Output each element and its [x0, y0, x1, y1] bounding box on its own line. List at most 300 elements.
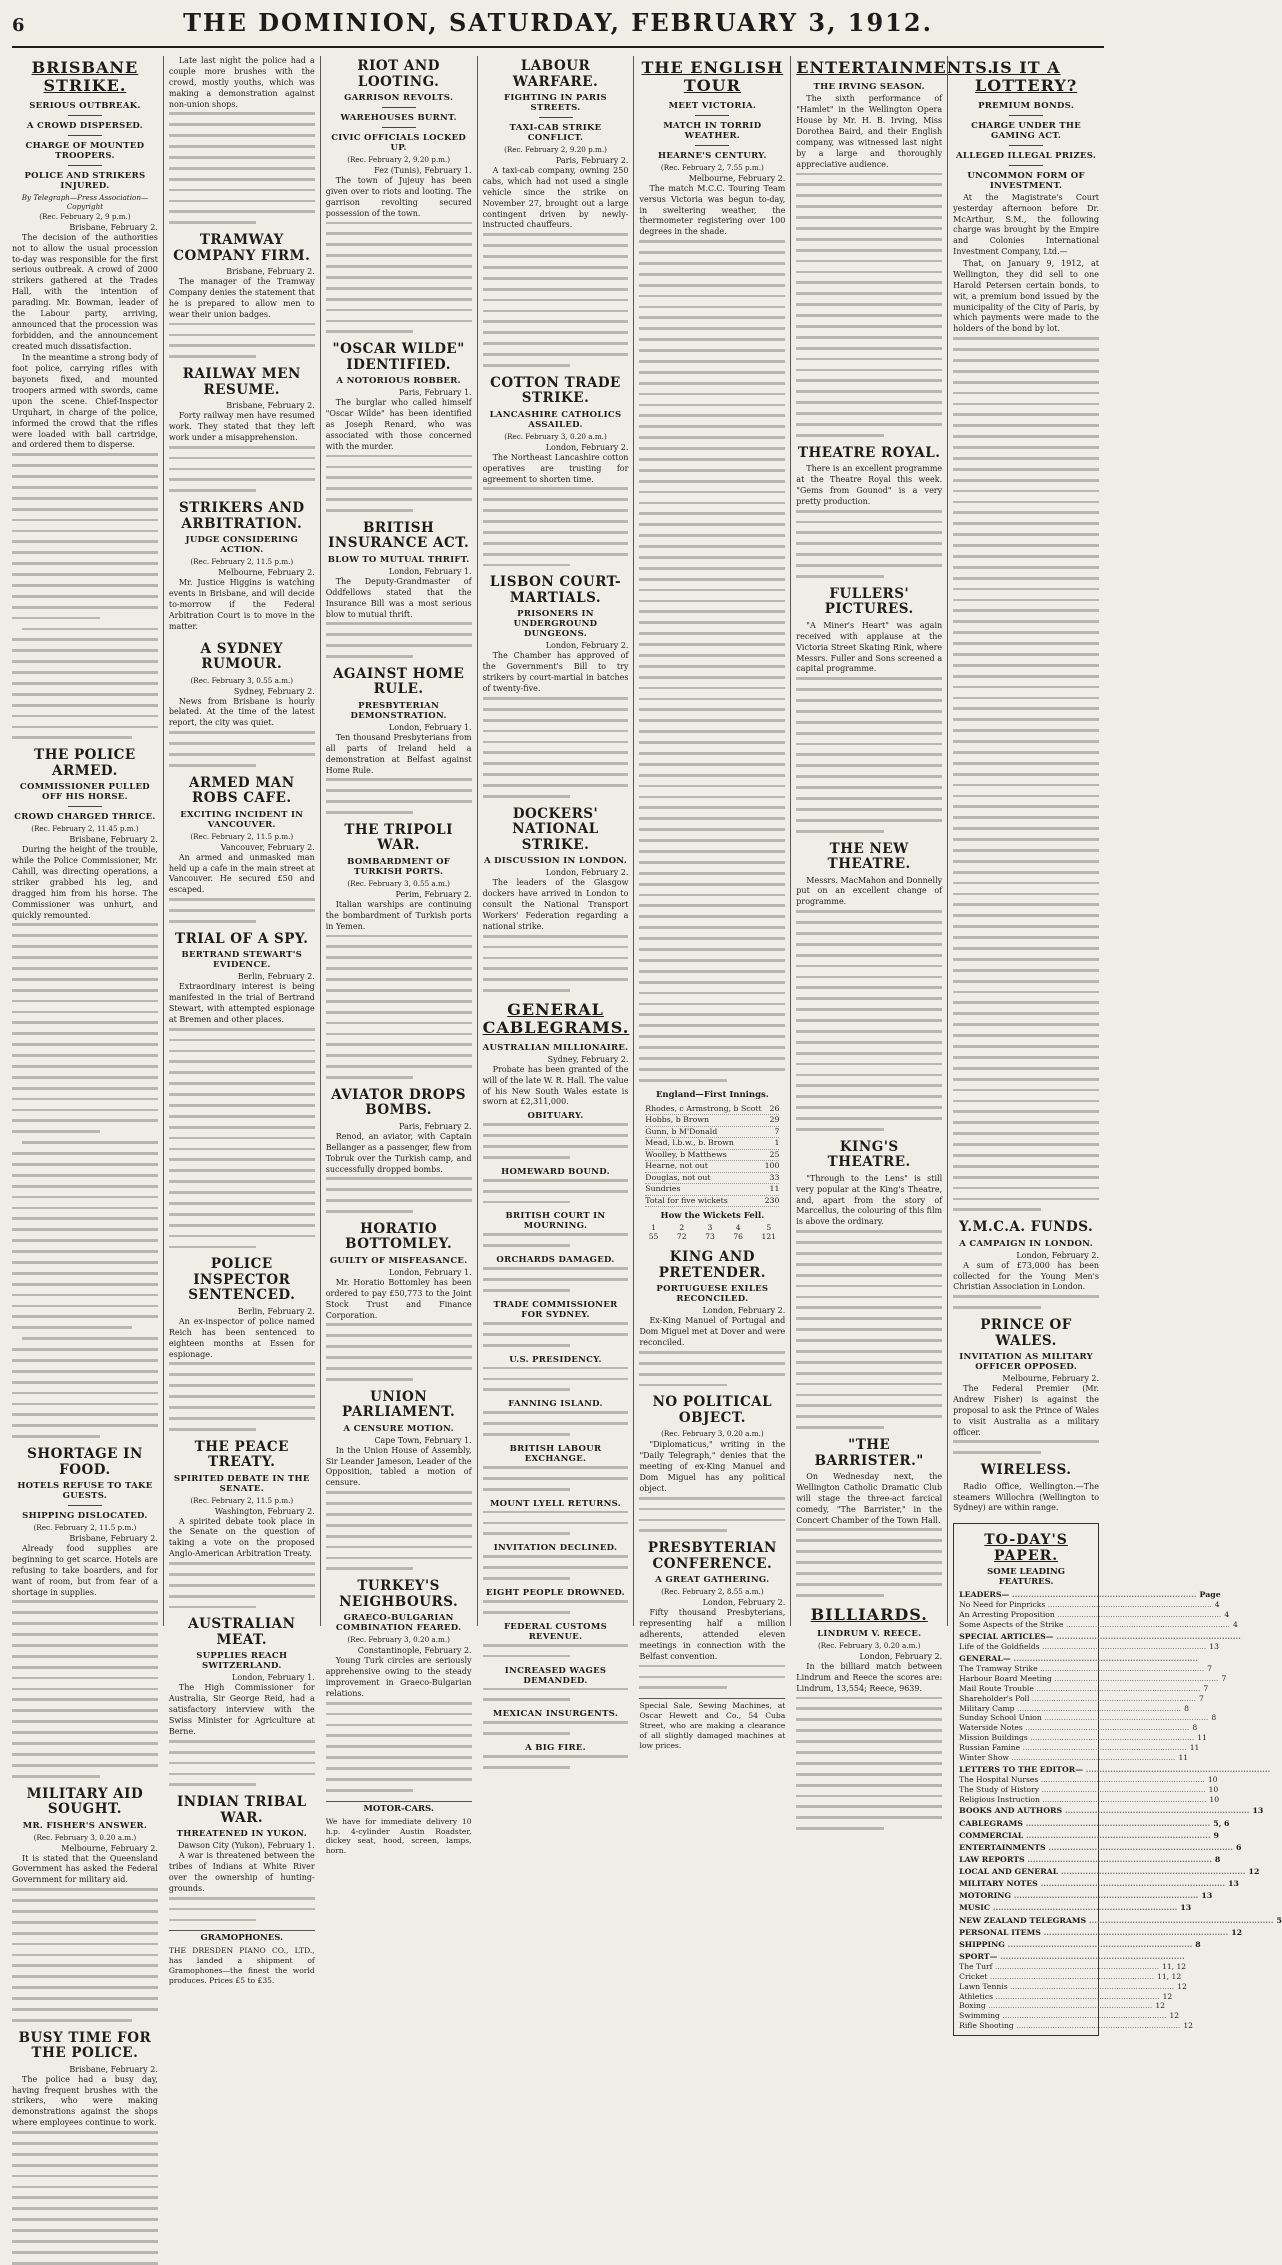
- index-page: 11, 12: [1157, 1971, 1182, 1981]
- subheadline: LANCASHIRE CATHOLICS ASSAILED.: [489, 409, 622, 430]
- masthead: [12, 8, 1104, 48]
- column-7: [947, 56, 1282, 2031]
- body-text-continued: [326, 455, 472, 512]
- headline: "OSCAR WILDE" IDENTIFIED.: [332, 341, 465, 373]
- article-general-cablegrams: [483, 1001, 629, 1769]
- body-text: The Chamber has approved of the Government's Bill to try strikers by court-martial in batches of twenty-five.: [482, 651, 629, 694]
- subheadline: COMMISSIONER PULLED OFF HIS HORSE.: [19, 782, 150, 803]
- divider: [1009, 115, 1043, 116]
- subheadline: INCREASED WAGES DEMANDED.: [504, 1665, 607, 1686]
- subheadline: AUSTRALIAN MILLIONAIRE.: [482, 1042, 629, 1053]
- index-row: [959, 1683, 1209, 1694]
- body-text-continued: [639, 240, 785, 1081]
- dateline: Sydney, February 2.: [233, 686, 315, 696]
- article-entertainments: [796, 58, 994, 437]
- divider: [68, 115, 102, 116]
- index-label: Lawn Tennis .....: [959, 1982, 1174, 1992]
- subheadline: THE IRVING SEASON.: [813, 82, 925, 93]
- body-text: News from Brisbane is hourly belated. At the time of the latest report, the city was quiet.: [168, 696, 315, 728]
- column-1: [12, 56, 163, 2128]
- headline: AUSTRALIAN MEAT.: [188, 1616, 296, 1648]
- table-row: Gunn, b M'Donald 7: [645, 1127, 779, 1139]
- article-turkey: [326, 1579, 472, 1791]
- headline: HORATIO BOTTOMLEY.: [345, 1220, 453, 1253]
- index-row: [959, 1879, 1239, 1889]
- index-page: 8: [1184, 1703, 1189, 1713]
- index-row: [959, 1600, 1220, 1610]
- index-label: SPECIAL ARTICLES— .....: [959, 1632, 1241, 1642]
- index-row: [959, 1774, 1218, 1785]
- index-page: 11, 12: [1161, 1962, 1187, 1971]
- headline: SHORTAGE IN FOOD.: [27, 1446, 143, 1478]
- index-row: [959, 1952, 1093, 1962]
- body-text: Late last night the police had a couple more brushes with the crowd, mostly youths, which was making a demonstration against non-union shops.: [168, 56, 315, 109]
- article-aviator: [326, 1088, 472, 1213]
- subheadline: FANNING ISLAND.: [508, 1399, 603, 1410]
- index-label: Shareholder's Poll .....: [959, 1694, 1196, 1704]
- subheadline: BERTRAND STEWART'S EVIDENCE.: [181, 950, 303, 971]
- index-page: 12: [1231, 1927, 1243, 1937]
- dateline: Berlin, February 2.: [237, 1306, 315, 1316]
- article-armed-man: [169, 776, 315, 923]
- index-row: [959, 1830, 1219, 1841]
- body-text: Ex-King Manuel of Portugal and Dom Miguel met at Dover and were reconciled.: [639, 1316, 786, 1348]
- index-page: 10: [1209, 1794, 1220, 1804]
- body-text-continued: [326, 935, 472, 1079]
- body-text: In the billiard match between Lindrum and Reece the scores are: Lindrum, 13,554; Reece, 9639.: [796, 1661, 943, 1693]
- body-text: An ex-inspector of police named Reich has been sentenced to eighteen months at Essen for espionage.: [168, 1316, 315, 1359]
- article-billiards: [796, 1606, 942, 1831]
- index-page: 12: [1162, 1991, 1173, 2001]
- index-row: [959, 1903, 1192, 1913]
- body-text: The police had a busy day, having frequent brushes with the strikers, who were making demonstrations against the shops where employees continue to work.: [12, 2074, 158, 2128]
- received-line: (Rec. February 2, 11.45 p.m.): [31, 824, 139, 834]
- received-line: (Rec. February 3, 0.20 a.m.): [817, 1640, 921, 1650]
- headline: MILITARY AID SOUGHT.: [26, 1785, 144, 1818]
- headline: DOCKERS' NATIONAL STRIKE.: [512, 805, 599, 853]
- dateline: Vancouver, February 2.: [220, 842, 315, 852]
- index-page: [1185, 1952, 1188, 1962]
- advertisement-motor-cars: [326, 1801, 472, 1856]
- article-prince-of-wales: [953, 1318, 1099, 1454]
- dateline: Brisbane, February 2.: [226, 401, 315, 411]
- headline: A SYDNEY RUMOUR.: [200, 640, 284, 673]
- article-insurance-act: [326, 521, 472, 658]
- divider: [68, 165, 102, 166]
- body-text-continued: [169, 112, 315, 224]
- headline: KING AND PRETENDER.: [658, 1249, 766, 1281]
- headline: PRESBYTERIAN CONFERENCE.: [647, 1540, 777, 1572]
- dateline: Paris, February 2.: [555, 156, 629, 166]
- index-label: The Study of History .....: [959, 1785, 1205, 1795]
- body-text-continued: [12, 923, 158, 1438]
- headline: RIOT AND LOOTING.: [357, 58, 440, 90]
- index-page: 8: [1214, 1854, 1221, 1864]
- subheadline: FIGHTING IN PARIS STREETS.: [504, 93, 607, 114]
- index-label: GENERAL— .....: [959, 1654, 1198, 1664]
- headline: THE PEACE TREATY.: [194, 1438, 289, 1471]
- table-row: Total for five wickets 230: [645, 1196, 779, 1208]
- subheadline: MOUNT LYELL RETURNS.: [489, 1498, 622, 1509]
- body-text-continued: [326, 778, 472, 813]
- advertisement-sewing-machines: [639, 1698, 785, 1750]
- article-shortage-in-food: [12, 1447, 158, 1777]
- divider: [382, 127, 416, 128]
- index-row: [959, 1962, 1187, 1972]
- dateline: London, February 2.: [859, 1651, 943, 1661]
- body-text-continued: [953, 1295, 1099, 1309]
- body-text: The town of Jujeuy has been given over to riots and looting. The garrison revolting secured possession of the town.: [325, 176, 472, 218]
- subheadline: POLICE AND STRIKERS INJURED.: [24, 170, 146, 191]
- body-text: In the Union House of Assembly, Sir Leander Jameson, Leader of the Opposition, tabled a motion of censure.: [325, 1445, 472, 1488]
- index-label: The Hospital Nurses .....: [959, 1775, 1205, 1785]
- index-label: MUSIC .....: [959, 1903, 1177, 1913]
- index-page: [1198, 1654, 1201, 1664]
- index-page: 10: [1207, 1774, 1218, 1784]
- index-page: 13: [1228, 1879, 1239, 1889]
- body-text-continued: [169, 1740, 315, 1786]
- body-text-continued: [796, 510, 942, 578]
- index-page: 7: [1203, 1683, 1209, 1693]
- divider: [68, 806, 102, 807]
- body-text-continued: [483, 935, 629, 992]
- subheadline: SPIRITED DEBATE IN THE SENATE.: [173, 1473, 310, 1494]
- dateline: Sydney, February 2.: [547, 1054, 629, 1064]
- subheadline: A CROWD DISPERSED.: [26, 120, 143, 131]
- body-text-continued: [12, 2131, 158, 2264]
- article-police-inspector: [169, 1257, 315, 1430]
- dateline: Brisbane, February 2.: [69, 1534, 158, 1544]
- article-wireless: [953, 1463, 1099, 1514]
- subheadline: A NOTORIOUS ROBBER.: [336, 376, 461, 387]
- body-text-continued: [483, 697, 629, 798]
- index-page: 11: [1178, 1752, 1189, 1762]
- received-line: (Rec. February 2, 9.20 p.m.): [347, 155, 451, 165]
- divider: [539, 117, 573, 118]
- ad-text: Special Sale, Sewing Machines, at Oscar Hewett and Co., 54 Cuba Street, who are making a clearance of all slightly damaged machines at low prices.: [639, 1701, 786, 1750]
- index-label: LEADERS— .....: [959, 1590, 1196, 1600]
- subheadline: PRISONERS IN UNDERGROUND DUNGEONS.: [513, 609, 598, 640]
- headline: THE POLICE ARMED.: [34, 747, 136, 779]
- headline: IS IT A LOTTERY?: [974, 58, 1078, 96]
- subheadline: A CENSURE MOTION.: [343, 1423, 454, 1434]
- received-line: (Rec. February 3, 0.20 a.m.): [661, 1429, 764, 1439]
- index-label: Russian Famine .....: [959, 1743, 1187, 1753]
- dateline: Melbourne, February 2.: [1002, 1374, 1100, 1384]
- index-page: 8: [1192, 1723, 1198, 1733]
- body-text-continued: [12, 1600, 158, 1777]
- index-page: 13: [1180, 1903, 1192, 1913]
- body-text: Italian warships are continuing the bombardment of Turkish ports in Yemen.: [325, 899, 472, 931]
- index-page: [1270, 1765, 1273, 1775]
- body-text-continued: [796, 1528, 942, 1596]
- index-row: [959, 1664, 1212, 1674]
- body-text: The sixth performance of "Hamlet" in the Wellington Opera House by Mr. H. B. Irving, Miss Dorothea Baird, and their English company, was witnessed last night by a large and thoroughly appreciative audience.: [796, 94, 943, 169]
- subheadline: CROWD CHARGED THRICE.: [14, 812, 156, 823]
- article-no-political-object: [639, 1395, 785, 1532]
- ad-text: We have for immediate delivery 10 h.p. 4-cylinder Austin Roadster, dickey seat, hood, screen, lamps, horn.: [325, 1816, 472, 1856]
- index-label: Life of the Goldfields .....: [959, 1642, 1206, 1652]
- subheadline: GARRISON REVOLTS.: [344, 93, 454, 104]
- subheadline: TAXI-CAB STRIKE CONFLICT.: [509, 123, 602, 144]
- subheadline: INVITATION DECLINED.: [493, 1543, 618, 1554]
- index-page: 13: [1201, 1891, 1213, 1901]
- index-label: Winter Show .....: [959, 1753, 1175, 1763]
- subheadline: JUDGE CONSIDERING ACTION.: [185, 535, 299, 556]
- divider: [68, 135, 102, 136]
- scorecard-table: [645, 1104, 779, 1208]
- headline: Y.M.C.A. FUNDS.: [958, 1219, 1094, 1236]
- index-row: [959, 1673, 1227, 1684]
- body-text-continued: [169, 1028, 315, 1249]
- headline: INDIAN TRIBAL WAR.: [176, 1794, 307, 1826]
- body-text-continued: [326, 222, 472, 334]
- article-strikers-arbitration: [169, 501, 315, 632]
- headline: BUSY TIME FOR THE POLICE.: [18, 2029, 152, 2062]
- index-page: 12: [1177, 1981, 1187, 1991]
- dateline: Fez (Tunis), February 1.: [374, 166, 472, 176]
- headline: GENERAL CABLEGRAMS.: [482, 999, 630, 1038]
- index-label: Boxing .....: [959, 2001, 1152, 2011]
- index-label: PERSONAL ITEMS .....: [959, 1928, 1228, 1938]
- index-row: [959, 1742, 1200, 1753]
- body-text: Fifty thousand Presbyterians, representing half a million adherents, attended eleven meetings in connection with the Belfast convention.: [639, 1608, 786, 1661]
- index-page: 13: [1252, 1806, 1264, 1816]
- index-label: MILITARY NOTES .....: [959, 1879, 1225, 1889]
- dateline: Melbourne, February 2.: [218, 568, 315, 578]
- subheadline: CIVIC OFFICIALS LOCKED UP.: [331, 133, 467, 154]
- subheadline: SHIPPING DISLOCATED.: [22, 1511, 148, 1522]
- table-row: Rhodes, c Armstrong, b Scott 26: [645, 1104, 779, 1116]
- article-tramway-company: [169, 233, 315, 358]
- body-text: During the height of the trouble, while the Police Commissioner, Mr. Cahill, was directing operations, a striker grabbed his leg, and dragged him from his horse. The Commissioner was unhurt, and quickly remounted.: [12, 845, 158, 920]
- article-the-barrister: [796, 1438, 942, 1597]
- subheadline: THREATENED IN YUKON.: [176, 1829, 307, 1840]
- index-page: 7: [1207, 1664, 1212, 1674]
- body-text-continued: [639, 1665, 785, 1690]
- body-text: The Northeast Lancashire cotton operatives are trusting for agreement to shorten time.: [482, 452, 629, 484]
- index-label: Swimming .....: [959, 2011, 1166, 2021]
- falls-title: How the Wickets Fell.: [660, 1211, 765, 1222]
- body-text: At the Magistrate's Court yesterday afternoon before Dr. McArthur, S.M., the following charge was brought by the Empire and Colonies International Investment Company, Ltd.—: [953, 192, 1100, 257]
- article-lisbon: [483, 575, 629, 797]
- body-text: In the meantime a strong body of foot police, carrying rifles with bayonets fixed, and mounted troopers armed with swords, came upon the scene. Chief-Inspector Urquhart, in charge of the police, informed the crowd that the rifles were loaded with ball cartridge, and ordered them to disperse.: [12, 353, 158, 450]
- headline: THEATRE ROYAL.: [797, 444, 941, 461]
- index-page: 12: [1155, 2001, 1166, 2011]
- subheadline: MATCH IN TORRID WEATHER.: [663, 120, 762, 141]
- body-text: That, on January 9, 1912, at Wellington, they did sell to one Harold Petersen certain bonds, to wit, a premium bond issued by the municipality of the City of Paris, by which payments were made to the holders of the bond by lot.: [953, 259, 1100, 334]
- subheadline: FEDERAL CUSTOMS REVENUE.: [503, 1621, 608, 1642]
- body-text-continued: [326, 1323, 472, 1380]
- subheadline: A DISCUSSION IN LONDON.: [483, 856, 628, 867]
- received-line: (Rec. February 2, 11.5 p.m.): [190, 831, 294, 841]
- credit-line: By Telegraph—Press Association—Copyright: [21, 192, 149, 211]
- index-label: MOTORING .....: [959, 1891, 1198, 1901]
- headline: COTTON TRADE STRIKE.: [490, 374, 621, 407]
- body-text-continued: [326, 1491, 472, 1570]
- article-fullers-pictures: [796, 587, 942, 833]
- index-row: [959, 1654, 1093, 1664]
- index-label: COMMERCIAL .....: [959, 1831, 1210, 1841]
- dateline: London, February 2.: [702, 1598, 786, 1608]
- index-row: [959, 1806, 1264, 1816]
- body-text-continued: [796, 1697, 942, 1830]
- body-text: There is an excellent programme at the Theatre Royal this week. "Gems from Gounod" is a very pretty production.: [796, 464, 943, 506]
- index-page: 13: [1209, 1642, 1219, 1652]
- body-text-continued: [169, 1362, 315, 1430]
- article-trial-of-spy: [169, 932, 315, 1249]
- subheadline: ALLEGED ILLEGAL PRIZES.: [956, 150, 1097, 161]
- subheadline: EIGHT PEOPLE DROWNED.: [485, 1587, 626, 1598]
- body-text-continued: [169, 323, 315, 358]
- index-page: 11: [1189, 1742, 1200, 1752]
- headline: KING'S THEATRE.: [827, 1138, 911, 1171]
- index-label: SPORT— .....: [959, 1952, 1185, 1962]
- index-page: 12: [1169, 2011, 1180, 2021]
- page-title: THE DOMINION, SATURDAY, FEBRUARY 3, 1912.: [183, 8, 933, 37]
- dateline: Cape Town, February 1.: [374, 1435, 472, 1445]
- article-australian-meat: [169, 1617, 315, 1786]
- advertisement-gramophones: [169, 1930, 315, 1985]
- index-page: 5: [1276, 1915, 1282, 1925]
- page-number: 6: [12, 15, 25, 36]
- scorecard-title: England—First Innings.: [655, 1089, 769, 1100]
- body-text: Radio Office, Wellington.—The steamers Willochra (Wellington to Sydney) are within range.: [953, 1481, 1100, 1513]
- headline: STRIKERS AND ARBITRATION.: [179, 500, 305, 532]
- dateline: Brisbane, February 2.: [69, 2064, 158, 2074]
- received-line: (Rec. February 3, 0.55 a.m.): [347, 878, 450, 888]
- headline: TURKEY'S NEIGHBOURS.: [339, 1578, 459, 1610]
- headline: THE NEW THEATRE.: [827, 840, 911, 873]
- index-row: [959, 1590, 1221, 1600]
- body-text: A spirited debate took place in the Senate on the question of taking a vote on the proposed Anglo-American Arbitration Treaty.: [168, 1516, 315, 1559]
- index-page: 5, 6: [1213, 1818, 1230, 1828]
- index-page: Page: [1199, 1590, 1221, 1600]
- body-text-continued: [326, 622, 472, 657]
- body-text: The High Commissioner for Australia, Sir George Reid, had a satisfactory interview with the Swiss Minister for Agriculture at Berne.: [168, 1683, 315, 1736]
- index-row: [959, 1733, 1207, 1743]
- index-label: An Arresting Proposition .....: [959, 1610, 1221, 1620]
- body-text-continued: [326, 1702, 472, 1792]
- index-label: LETTERS TO THE EDITOR— .....: [959, 1765, 1270, 1775]
- index-page: 11: [1197, 1733, 1207, 1743]
- table-row: Mead, l.b.w., b. Brown 1: [645, 1138, 779, 1150]
- index-row: [959, 1632, 1093, 1642]
- index-list: [959, 1590, 1282, 2031]
- body-text: The manager of the Tramway Company denies the statement that he is prepared to allow men to wear their union badges.: [168, 277, 315, 319]
- index-label: LAW REPORTS .....: [959, 1855, 1212, 1865]
- divider: [1009, 165, 1043, 166]
- received-line: (Rec. February 2, 11.5 p.m.): [33, 1523, 137, 1533]
- article-sydney-rumour: [169, 642, 315, 767]
- dateline: London, February 1.: [388, 722, 472, 732]
- article-king-and-pretender: [639, 1250, 785, 1386]
- index-row: [959, 1620, 1238, 1630]
- body-text-continued: [12, 1888, 158, 2021]
- body-text-continued: [169, 898, 315, 923]
- body-text: It is stated that the Queensland Government has asked the Federal Government for military aid.: [12, 1853, 158, 1885]
- body-text: A taxi-cab company, owning 250 cabs, which had not used a single vehicle since the strike on November 27, brought out a large contingent driven by newly-instructed chauffeurs.: [482, 166, 629, 230]
- index-label: NEW ZEALAND TELEGRAMS .....: [959, 1916, 1273, 1926]
- article-oscar-wilde: [326, 342, 472, 512]
- body-text: Mr. Horatio Bottomley has been ordered to pay £50,773 to the Joint Stock Trust and Finance Corporation.: [325, 1277, 472, 1320]
- body-text-continued: [796, 1230, 942, 1429]
- index-page: 7: [1198, 1693, 1204, 1703]
- body-text: "A Miner's Heart" was again received with applause at the Victoria Street Skating Rink, where Messrs. Fuller and Sons screened a capital programme.: [796, 620, 943, 674]
- headline: AGAINST HOME RULE.: [332, 665, 465, 698]
- headline: "THE BARRISTER.": [814, 1437, 924, 1469]
- subheadline: CHARGE OF MOUNTED TROOPERS.: [25, 140, 145, 161]
- headline: PRINCE OF WALES.: [980, 1317, 1072, 1349]
- body-text: Forty railway men have resumed work. They stated that they left work under a misapprehension.: [168, 411, 315, 442]
- subheadline: HOTELS REFUSE TO TAKE GUESTS.: [17, 1481, 153, 1502]
- index-label: CABLEGRAMS .....: [959, 1819, 1210, 1829]
- index-page: 8: [1211, 1713, 1217, 1723]
- body-text: "Through to the Lens" is still very popular at the King's Theatre, and, apart from the story of Marcellus, the colouring of this film is above the ordinary.: [796, 1173, 943, 1227]
- body-text-continued: [796, 173, 942, 437]
- dateline: Dawson City (Yukon), February 1.: [177, 1841, 315, 1851]
- subheadline: SERIOUS OUTBREAK.: [29, 100, 141, 111]
- received-line: (Rec. February 2, 9.20 p.m.): [504, 145, 607, 155]
- body-text-continued: [639, 1351, 785, 1386]
- body-text: The burglar who called himself "Oscar Wilde" has been identified as Joseph Renard, who was associated with those concerned with the murder.: [325, 398, 472, 451]
- columns: [12, 56, 1282, 2128]
- body-text: A war is threatened between the tribes of Indians at White River over the ownership of hunting-grounds.: [168, 1851, 315, 1893]
- dateline: Brisbane, February 2.: [69, 835, 158, 845]
- index-row: [959, 1842, 1242, 1853]
- body-text-continued: [12, 453, 158, 739]
- body-text-continued: [326, 1177, 472, 1212]
- subheadline: BOMBARDMENT OF TURKISH PORTS.: [347, 856, 451, 877]
- body-text: The leaders of the Glasgow dockers have arrived in London to consult the National Transport Workers' Federation regarding a national strike.: [482, 878, 629, 931]
- dateline: London, February 2.: [545, 442, 629, 452]
- article-indian-tribal-war: [169, 1795, 315, 1921]
- article-tripoli-war: [326, 823, 472, 1079]
- index-row: [959, 2011, 1180, 2021]
- index-subtitle: SOME LEADING FEATURES.: [987, 1567, 1065, 1588]
- headline: AVIATOR DROPS BOMBS.: [331, 1086, 467, 1119]
- article-labour-warfare: [483, 59, 629, 367]
- index-page: 8: [1195, 1939, 1201, 1949]
- dateline: Paris, February 2.: [398, 1121, 472, 1131]
- column-5: [633, 56, 790, 1750]
- subheadline: CHARGE UNDER THE GAMING ACT.: [971, 120, 1081, 141]
- received-line: (Rec. February 3, 0.20 a.m.): [504, 431, 607, 441]
- index-row: [959, 1818, 1230, 1829]
- divider: [695, 115, 729, 116]
- article-busy-time: [12, 2031, 158, 2265]
- index-label: LOCAL AND GENERAL .....: [959, 1867, 1245, 1877]
- body-text: Renod, an aviator, with Captain Bellanger as a passenger, flew from Tobruk over the Turkish camp, and successfully dropped bombs.: [325, 1131, 472, 1174]
- index-row: [959, 1693, 1204, 1704]
- headline: BRITISH INSURANCE ACT.: [328, 519, 470, 552]
- article-cotton-trade: [483, 376, 629, 567]
- headline: TRAMWAY COMPANY FIRM.: [173, 232, 311, 264]
- subheadline: A GREAT GATHERING.: [655, 1575, 770, 1586]
- subheadline: WAREHOUSES BURNT.: [340, 113, 457, 124]
- column-2: [163, 56, 320, 1985]
- body-text-continued: [169, 446, 315, 492]
- article-peace-treaty: [169, 1440, 315, 1609]
- index-label: Waterside Notes .....: [959, 1723, 1189, 1733]
- subheadline: ORCHARDS DAMAGED.: [496, 1255, 615, 1266]
- body-text-continued: [169, 1562, 315, 1608]
- article-theatre-royal: [796, 446, 942, 578]
- dateline: London, February 2.: [1016, 1250, 1100, 1260]
- body-text: The match M.C.C. Touring Team versus Victoria was begun to-day, in sweltering weather, the thermometer registering over 100 degrees in the shade.: [639, 183, 786, 237]
- article-presbyterian-conference: [639, 1541, 785, 1689]
- column-4: [477, 56, 634, 1754]
